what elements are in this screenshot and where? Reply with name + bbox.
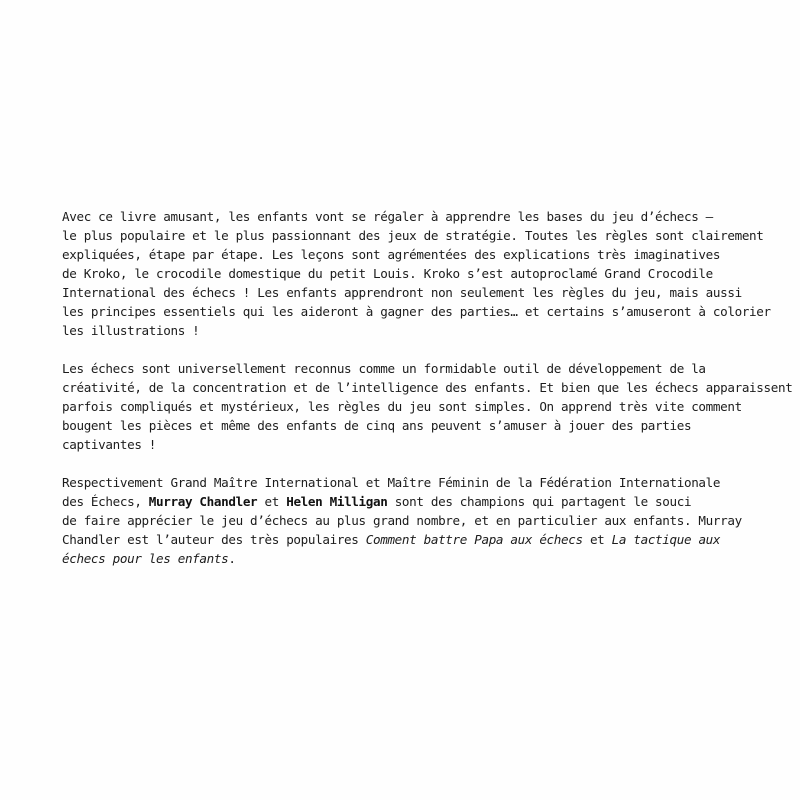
text-line: de Kroko, le crocodile domestique du petit Louis. Kroko s’est autoproclamé Grand Crocodile [62, 266, 713, 281]
book-title-tactique-part-2: échecs pour les enfants [62, 551, 229, 566]
book-title-tactique-part-1: La tactique aux [611, 532, 721, 547]
text-line [62, 530, 752, 549]
text-line: les illustrations ! [62, 323, 200, 338]
text-line: expliquées, étape par étape. Les leçons sont agrémentées des explications très imaginatives [62, 247, 721, 262]
text-line: de faire apprécier le jeu d’échecs au plus grand nombre, et en particulier aux enfants. Murray [62, 513, 742, 528]
text-line: Avec ce livre amusant, les enfants vont se régaler à apprendre les bases du jeu d’échecs – [62, 209, 713, 224]
text-line: les principes essentiels qui les aideront à gagner des parties… et certains s’amuseront à colorier [62, 304, 771, 319]
paragraph-benefits [62, 359, 793, 454]
text-line: bougent les pièces et même des enfants de cinq ans peuvent s’amuser à jouer des parties [62, 418, 692, 433]
text-line: le plus populaire et le plus passionnant des jeux de stratégie. Toutes les règles sont clairement [62, 228, 764, 243]
author-name-helen-milligan: Helen Milligan [286, 494, 388, 509]
text-segment: sont des champions qui partagent le souci [387, 494, 692, 509]
text-line: captivantes ! [62, 437, 157, 452]
back-cover-text [62, 207, 793, 587]
text-segment: des Échecs, [62, 494, 149, 509]
text-line: Les échecs sont universellement reconnus comme un formidable outil de développement de la [62, 361, 706, 376]
book-title-comment-battre-papa: Comment battre Papa aux échecs [365, 532, 583, 547]
text-line: créativité, de la concentration et de l’intelligence des enfants. Et bien que les échecs apparaissent [62, 380, 793, 395]
author-name-murray-chandler: Murray Chandler [148, 494, 258, 509]
text-segment: et [257, 494, 287, 509]
text-line: parfois compliqués et mystérieux, les règles du jeu sont simples. On apprend très vite comment [62, 399, 742, 414]
text-segment: et [582, 532, 612, 547]
text-line [62, 492, 752, 511]
text-line [62, 549, 752, 568]
paragraph-authors [62, 473, 752, 568]
text-segment: Chandler est l’auteur des très populaires [62, 532, 366, 547]
paragraph-intro [62, 207, 771, 340]
text-line: Respectivement Grand Maître International et Maître Féminin de la Fédération Internationale [62, 475, 721, 490]
text-segment: . [228, 551, 236, 566]
text-line: International des échecs ! Les enfants apprendront non seulement les règles du jeu, mais aussi [62, 285, 742, 300]
